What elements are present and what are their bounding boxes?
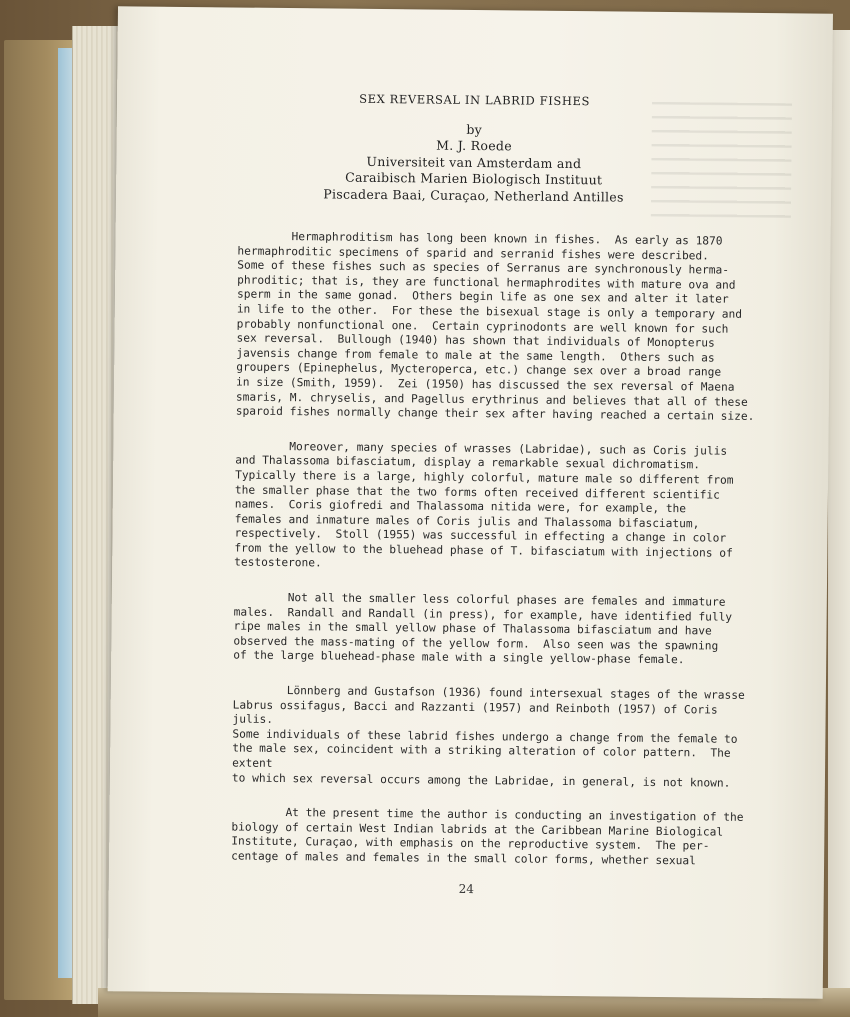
affiliation-line-2: Caraibisch Marien Biologisch Instituut	[345, 169, 603, 188]
article-title: SEX REVERSAL IN LABRID FISHES	[359, 91, 591, 109]
facing-page-edge	[828, 30, 850, 1010]
address-line: Piscadera Baai, Curaçao, Netherland Antilles	[323, 185, 624, 205]
paragraph-3: Not all the smaller less colorful phases are females and immature males. Randall and Randall (in press), for example, have identified fully ripe males in the small yellow phase of Thalassoma bifasciatum and have observed the mass-mating of the yellow form. Also seen was the spawning of the large bluehead-phase male with a single yellow-phase female.	[233, 590, 733, 667]
paragraph-1: Hermaphroditism has long been known in fishes. As early as 1870 hermaphroditic specimens of sparid and serranid fishes were described. Some of these fishes such as species of Serranus are synchronously herma- phroditic; that is, they are functional hermaphrodites with mature ova and sperm in the same gonad. Others begin life as one sex and alter it later in life to the other. For these the bisexual stage is only a temporary and probably nonfunctional one. Certain cyprinodonts are well known for such sex reversal. Bullough (1940) has shown that individuals of Monopterus javensis change from female to male at the same length. Others such as groupers (Epinephelus, Mycteroperca, etc.) change sex over a broad range in size (Smith, 1959). Zei (1950) has discussed the sex reversal of Maena smaris, M. chryselis, and Pagellus erythrinus and believes that all of these sparoid fishes normally change their sex after having reached a certain size.	[235, 229, 755, 424]
page-number: 24	[458, 881, 475, 897]
document-page	[108, 6, 833, 998]
byline-by: by	[466, 121, 483, 137]
affiliation-line-1: Universiteit van Amsterdam and	[366, 153, 582, 171]
article-body	[231, 230, 758, 890]
paragraph-5: At the present time the author is conducting an investigation of the biology of certain West Indian labrids at the Caribbean Marine Biological Institute, Curaçao, with emphasis on the reproductive system. The per- centage of males and females in the small color forms, whether sexual	[231, 805, 744, 868]
paragraph-4: Lönnberg and Gustafson (1936) found intersexual stages of the wrasse Labrus ossifagus, Bacci and Razzanti (1957) and Reinboth (1957) of Coris julis. Some individuals of these labrid fishes undergo a change from the female to the male sex, coincident with a striking alteration of color pattern. The extent to which sex reversal occurs among the Labridae, in general, is not known.	[231, 683, 745, 790]
paragraph-2: Moreover, many species of wrasses (Labridae), such as Coris julis and Thalassoma bifasciatum, display a remarkable sexual dichromatism. Typically there is a large, highly colorful, mature male so different from the smaller phase that the two forms often received different scientific names. Coris giofredi and Thalassoma nitida were, for example, the females and inmature males of Coris julis and Thalassoma bifasciatum, respectively. Stoll (1955) was successful in effecting a change in color from the yellow to the bluehead phase of T. bifasciatum with injections of testosterone.	[234, 439, 734, 570]
author-name: M. J. Roede	[436, 137, 513, 154]
article-header	[116, 88, 832, 207]
